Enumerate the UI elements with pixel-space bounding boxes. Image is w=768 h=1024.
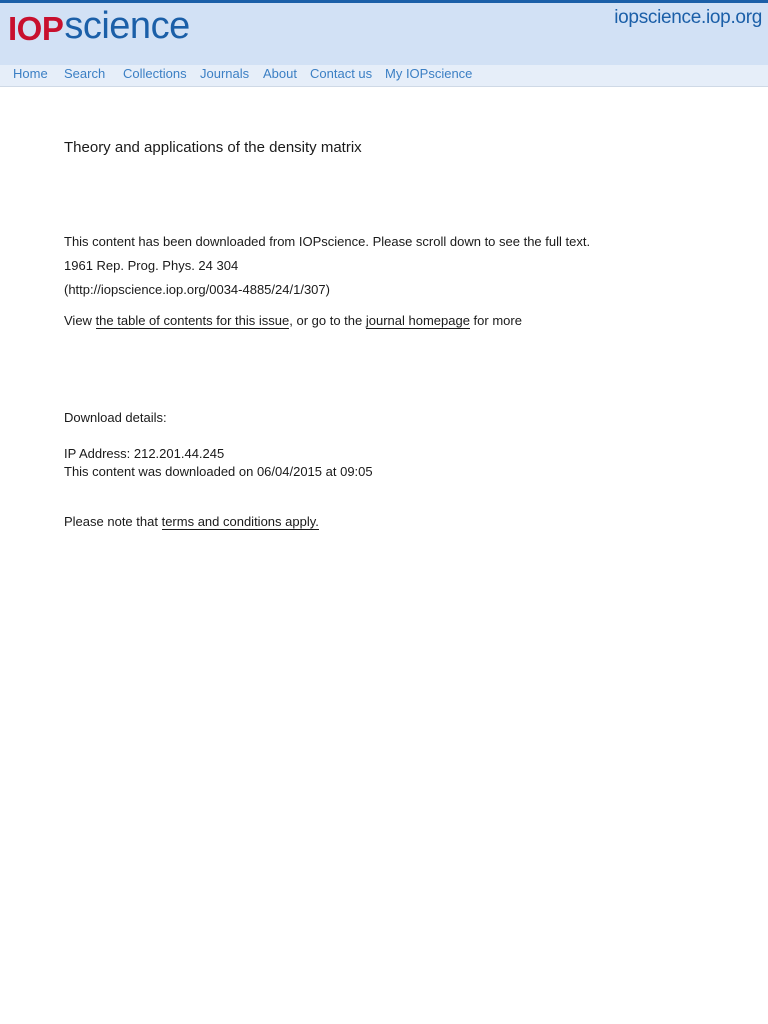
logo-science-text: science [64, 5, 190, 47]
nav-contact-us[interactable]: Contact us [310, 66, 373, 81]
download-date: This content was downloaded on 06/04/2015 at 09:05 [64, 464, 373, 479]
table-of-contents-link[interactable]: the table of contents for this issue [95, 313, 290, 328]
view-middle: , or go to the [289, 313, 366, 328]
site-url-link[interactable]: iopscience.iop.org [614, 7, 762, 28]
journal-homepage-link[interactable]: journal homepage [365, 313, 470, 328]
nav-about[interactable]: About [263, 66, 297, 81]
main-nav [0, 65, 768, 86]
nav-home[interactable]: Home [13, 66, 48, 81]
nav-collections[interactable]: Collections [123, 66, 187, 81]
terms-prefix: Please note that [64, 514, 162, 529]
nav-search[interactable]: Search [64, 66, 106, 81]
site-header [0, 3, 768, 65]
iopscience-logo[interactable] [8, 5, 190, 45]
download-details-heading: Download details: [64, 410, 167, 425]
terms-line [64, 514, 319, 529]
view-suffix: for more [469, 313, 522, 328]
nav-my-iopscience[interactable]: My IOPscience [385, 66, 473, 81]
view-prefix: View [64, 313, 96, 328]
nav-divider [0, 86, 768, 87]
nav-journals[interactable]: Journals [200, 66, 250, 81]
download-notice: This content has been downloaded from IOPscience. Please scroll down to see the full text. [64, 234, 591, 249]
terms-and-conditions-link[interactable]: terms and conditions apply. [161, 514, 319, 529]
article-citation: 1961 Rep. Prog. Phys. 24 304 [64, 258, 239, 273]
article-title: Theory and applications of the density matrix [64, 139, 362, 156]
ip-address: IP Address: 212.201.44.245 [64, 446, 225, 461]
logo-iop-text: IOP [8, 10, 64, 47]
view-line [64, 313, 522, 328]
article-url: (http://iopscience.iop.org/0034-4885/24/1/307) [64, 282, 330, 297]
